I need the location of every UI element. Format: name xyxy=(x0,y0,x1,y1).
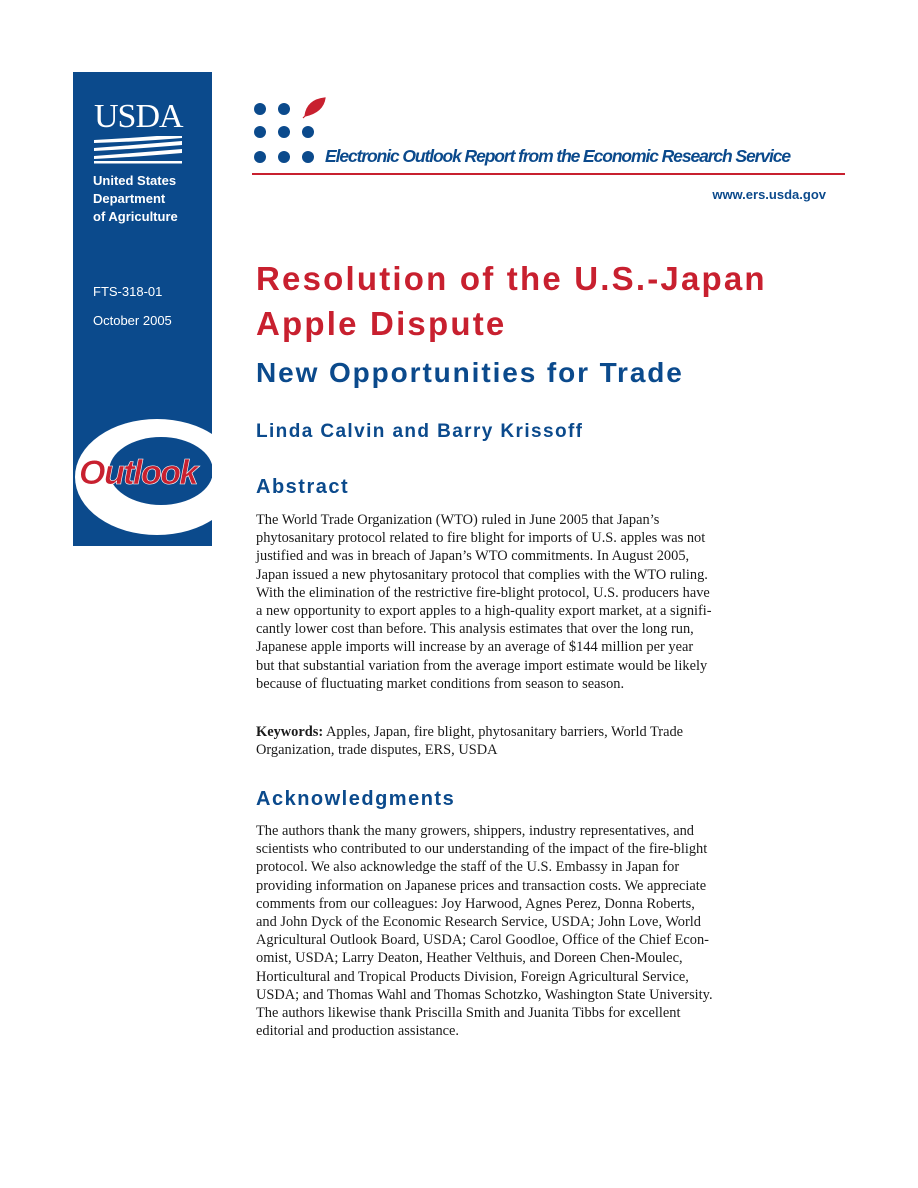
acknowledgments-body xyxy=(256,822,776,1040)
report-date: October 2005 xyxy=(93,313,172,328)
agency-name xyxy=(93,172,178,226)
agency-line: Department xyxy=(93,191,166,206)
report-number: FTS-318-01 xyxy=(93,284,163,299)
acknowledgments-line: The authors likewise thank Priscilla Smith and Juanita Tibbs for excellent xyxy=(256,1005,681,1022)
header-divider xyxy=(252,173,845,175)
abstract-line: Japan issued a new phytosanitary protocol that complies with the WTO ruling. xyxy=(256,566,708,583)
report-title-line: Resolution of the U.S.-Japan xyxy=(256,260,767,297)
report-title xyxy=(256,256,856,346)
outlook-logo xyxy=(73,414,212,544)
report-subtitle: New Opportunities for Trade xyxy=(256,357,684,388)
abstract-line: but that substantial variation from the average import estimate would be likely xyxy=(256,657,708,674)
abstract-line: phytosanitary protocol related to fire blight for imports of U.S. apples was not xyxy=(256,530,706,547)
abstract-heading: Abstract xyxy=(256,476,350,498)
report-authors: Linda Calvin and Barry Krissoff xyxy=(256,421,584,442)
acknowledgments-line: protocol. We also acknowledge the staff of the U.S. Embassy in Japan for xyxy=(256,859,680,876)
keywords-text: Apples, Japan, fire blight, phytosanitary barriers, World Trade xyxy=(323,724,684,740)
acknowledgments-line: Agricultural Outlook Board, USDA; Carol Goodloe, Office of the Chief Econ- xyxy=(256,932,709,949)
acknowledgments-heading: Acknowledgments xyxy=(256,788,456,810)
keywords-line xyxy=(256,723,776,741)
acknowledgments-line: editorial and production assistance. xyxy=(256,1023,460,1040)
abstract-line: cantly lower cost than before. This analysis estimates that over the long run, xyxy=(256,621,694,638)
agency-line: United States xyxy=(93,173,177,188)
acknowledgments-line: providing information on Japanese prices and transaction costs. We appreciate xyxy=(256,877,707,894)
header-url-link[interactable]: www.ers.usda.gov xyxy=(712,187,826,202)
acknowledgments-line: and John Dyck of the Economic Research Service, USDA; John Love, World xyxy=(256,914,701,931)
acknowledgments-line: scientists who contributed to our understanding of the impact of the fire-blight xyxy=(256,841,708,858)
acknowledgments-line: Horticultural and Tropical Products Division, Foreign Agricultural Service, xyxy=(256,968,689,985)
keywords-line: Organization, trade disputes, ERS, USDA xyxy=(256,742,498,759)
header-title: Electronic Outlook Report from the Economic Research Service xyxy=(325,146,790,166)
sidebar-panel xyxy=(73,72,212,546)
abstract-line: a new opportunity to export apples to a high-quality export market, at a signifi- xyxy=(256,603,712,620)
ers-dots-logo xyxy=(253,96,333,166)
report-title-line: Apple Dispute xyxy=(256,305,507,342)
abstract-line: because of fluctuating market conditions from season to season. xyxy=(256,675,625,692)
outlook-logo-text: Outlook xyxy=(79,454,197,492)
keywords-label: Keywords: xyxy=(256,724,324,740)
acknowledgments-line: The authors thank the many growers, shippers, industry representatives, and xyxy=(256,823,695,839)
abstract-line: With the elimination of the restrictive fire-blight protocol, U.S. producers have xyxy=(256,584,710,601)
keywords-block xyxy=(256,723,776,759)
abstract-body xyxy=(256,511,776,693)
agency-line: of Agriculture xyxy=(93,209,178,224)
acknowledgments-line: comments from our colleagues: Joy Harwood, Agnes Perez, Donna Roberts, xyxy=(256,895,695,912)
abstract-line: Japanese apple imports will increase by an average of $144 million per year xyxy=(256,639,694,656)
abstract-line: The World Trade Organization (WTO) ruled in June 2005 that Japan’s xyxy=(256,512,660,528)
usda-logo-text: USDA xyxy=(94,98,183,135)
acknowledgments-line: USDA; and Thomas Wahl and Thomas Schotzko, Washington State University. xyxy=(256,986,713,1003)
acknowledgments-line: omist, USDA; Larry Deaton, Heather Velthuis, and Doreen Chen-Moulec, xyxy=(256,950,683,967)
usda-logo-stripes xyxy=(94,136,184,166)
abstract-line: justified and was in breach of Japan’s WTO commitments. In August 2005, xyxy=(256,548,690,565)
usda-logo xyxy=(94,100,184,164)
